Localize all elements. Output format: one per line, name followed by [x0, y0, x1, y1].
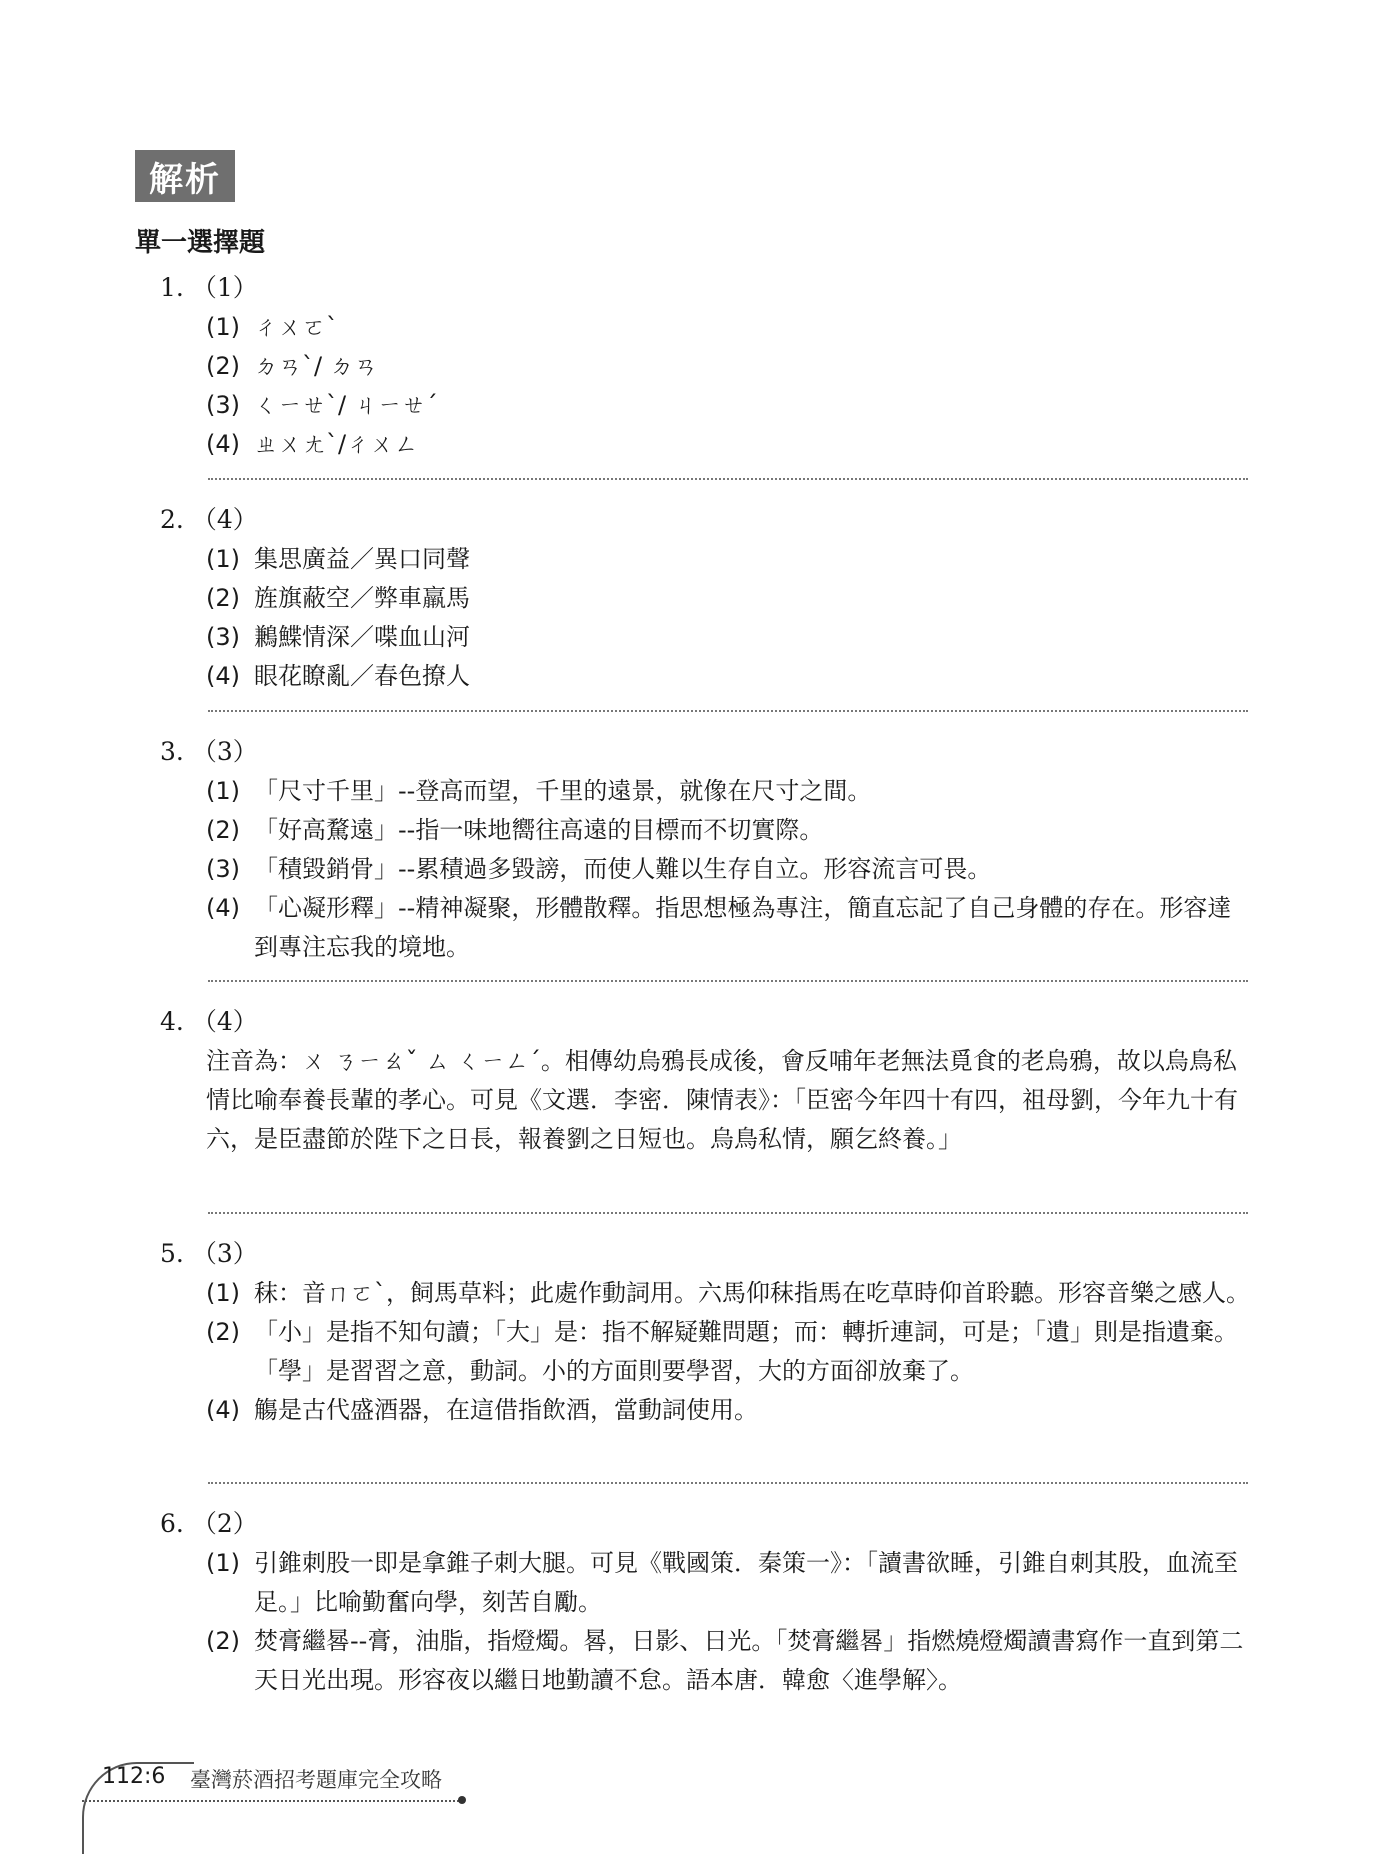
- question-3: [160, 732, 1250, 967]
- analysis-badge: 解析: [135, 150, 235, 202]
- question-number: 2.: [160, 505, 184, 534]
- question-number: 6.: [160, 1509, 184, 1538]
- question-answer: （2）: [191, 1509, 258, 1538]
- page-number: 112:6: [102, 1764, 166, 1789]
- list-item: (2) 旌旗蔽空／弊車羸馬: [206, 584, 470, 612]
- list-item: (4) 眼花瞭亂／春色撩人: [206, 662, 470, 690]
- divider: [208, 710, 1248, 712]
- divider: [208, 1482, 1248, 1484]
- list-item: (2) 「好高騖遠」--指一味地嚮往高遠的目標而不切實際。: [206, 816, 824, 844]
- explanation-paragraph: 注音為：ㄨ ㄋㄧㄠˇ ㄙ ㄑㄧㄥˊ。相傳幼烏鴉長成後，會反哺年老無法覓食的老烏鴉，故以烏鳥私情比喻奉養長輩的孝心。可見《文選．李密．陳情表》：「臣密今年四十有四，祖母劉，今年九十有六，是臣盡節於陛下之日長，報養劉之日短也。烏鳥私情，願乞終養。」: [206, 1047, 1238, 1153]
- footer-dot: [458, 1796, 466, 1804]
- book-title: 臺灣菸酒招考題庫完全攻略: [190, 1768, 442, 1792]
- question-answer: （3）: [191, 737, 258, 766]
- list-item: (2) 「小」是指不知句讀；「大」是：指不解疑難問題；而：轉折連詞，可是；「遺」則是指遺棄。「學」是習習之意，動詞。小的方面則要學習，大的方面卻放棄了。: [206, 1318, 1238, 1385]
- list-item: (1) 集思廣益／異口同聲: [206, 545, 470, 573]
- list-item: (3) 「積毀銷骨」--累積過多毀謗，而使人難以生存自立。形容流言可畏。: [206, 855, 992, 883]
- question-number: 5.: [160, 1239, 184, 1268]
- question-number: 4.: [160, 1007, 184, 1036]
- section-title: 單一選擇題: [135, 228, 266, 258]
- list-item: (4) ㄓㄨㄤˋ/ㄔㄨㄥ: [206, 430, 419, 458]
- divider: [208, 1212, 1248, 1214]
- list-item: (4) 觴是古代盛酒器，在這借指飲酒，當動詞使用。: [206, 1396, 758, 1424]
- list-item: (1) 「尺寸千里」--登高而望，千里的遠景，就像在尺寸之間。: [206, 777, 872, 805]
- list-item: (3) 鶼鰈情深／喋血山河: [206, 623, 470, 651]
- list-item: (2) ㄉㄢˋ/ ㄉㄢ: [206, 352, 378, 380]
- list-item: (1) 秣：音ㄇㄛˋ，飼馬草料；此處作動詞用。六馬仰秣指馬在吃草時仰首聆聽。形容音樂之感人。: [206, 1279, 1250, 1307]
- question-answer: （4）: [191, 505, 258, 534]
- question-number: 1.: [160, 273, 184, 302]
- list-item: (4) 「心凝形釋」--精神凝聚，形體散釋。指思想極為專注，簡直忘記了自己身體的存在。形容達到專注忘我的境地。: [206, 894, 1232, 961]
- footer-divider: [82, 1800, 462, 1802]
- question-2: [160, 500, 1250, 696]
- question-number: 3.: [160, 737, 184, 766]
- question-answer: （1）: [191, 273, 258, 302]
- divider: [208, 980, 1248, 982]
- list-item: (3) ㄑㄧㄝˋ/ ㄐㄧㄝˊ: [206, 391, 438, 419]
- question-4: [160, 1002, 1250, 1159]
- list-item: (2) 焚膏繼晷--膏，油脂，指燈燭。晷，日影、日光。「焚膏繼晷」指燃燒燈燭讀書寫作一直到第二天日光出現。形容夜以繼日地勤讀不怠。語本唐．韓愈〈進學解〉。: [206, 1627, 1244, 1694]
- question-6: [160, 1504, 1250, 1700]
- question-1: [160, 268, 1250, 464]
- divider: [208, 478, 1248, 480]
- question-5: [160, 1234, 1250, 1430]
- list-item: (1) 引錐刺股一即是拿錐子刺大腿。可見《戰國策．秦策一》：「讀書欲睡，引錐自刺其股，血流至足。」比喻勤奮向學，刻苦自勵。: [206, 1549, 1238, 1616]
- question-answer: （4）: [191, 1007, 258, 1036]
- question-answer: （3）: [191, 1239, 258, 1268]
- list-item: (1) ㄔㄨㄛˋ: [206, 313, 338, 341]
